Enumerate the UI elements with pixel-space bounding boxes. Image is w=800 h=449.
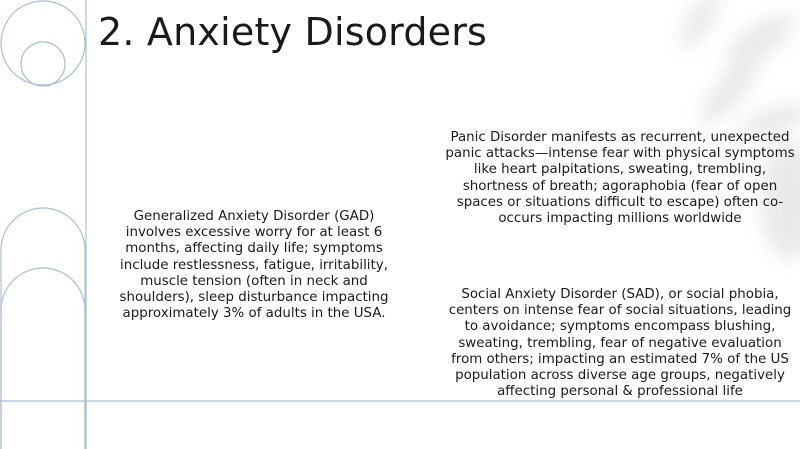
- social-anxiety-description: Social Anxiety Disorder (SAD), or social phobia, centers on intense fear of social situations, leading to avoidance; symptoms encompass blushing, sweating, trembling, fear of negative evaluation from others; impacting an estimated 7% of the US population across diverse age groups, negatively affecting personal & professional life: [448, 287, 792, 400]
- gad-description: Generalized Anxiety Disorder (GAD) involves excessive worry for at least 6 months, affecting daily life; symptoms include restlessness, fatigue, irritability, muscle tension (often in neck and shoulders), sleep disturbance impacting approximately 3% of adults in the USA.: [119, 209, 389, 322]
- slide-title: 2. Anxiety Disorders: [98, 10, 488, 54]
- panic-disorder-description: Panic Disorder manifests as recurrent, unexpected panic attacks—intense fear with physical symptoms like heart palpitations, sweating, trembling, shortness of breath; agoraphobia (fear of open spaces or situations difficult to escape) often co-occurs impacting millions worldwide: [445, 130, 795, 227]
